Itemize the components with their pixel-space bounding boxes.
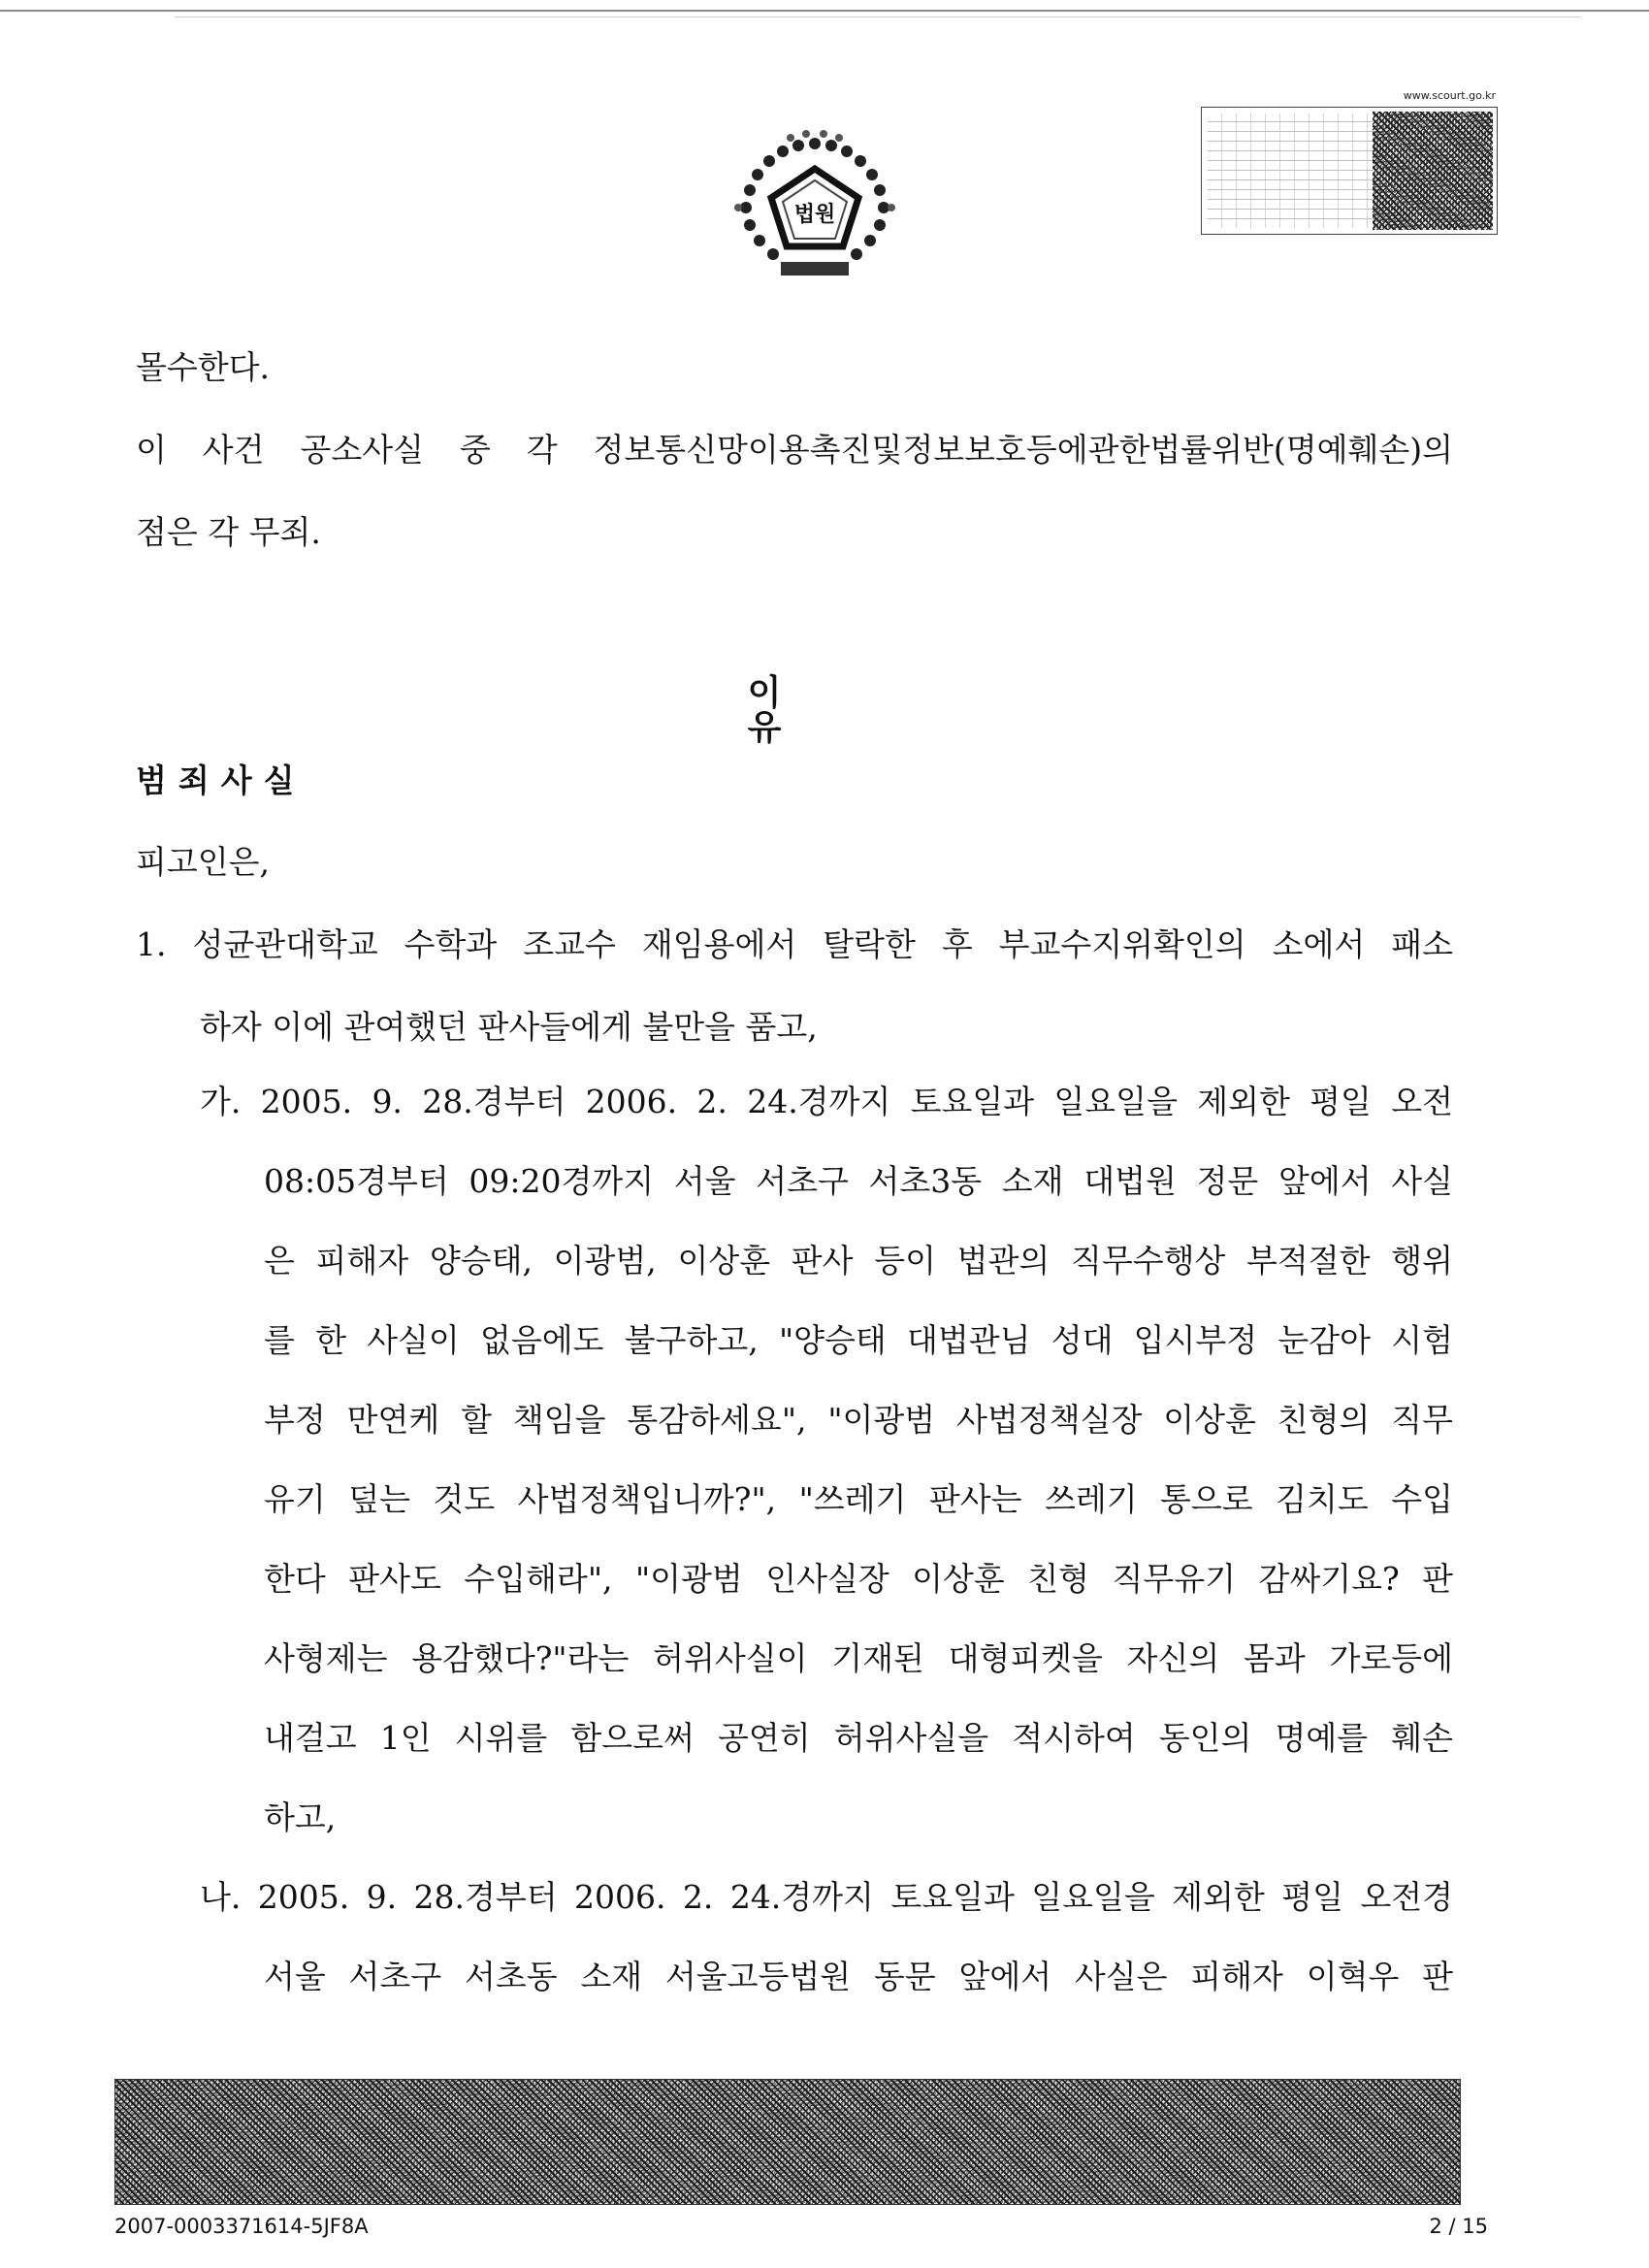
document-id: 2007-0003371614-5JF8A — [114, 2215, 369, 2238]
item-ga-line-9: 내걸고 1인 시위를 함으로써 공연히 허위사실을 적시하여 동인의 명예를 훼손 — [264, 1719, 1453, 1757]
item-ga-line-7: 한다 판사도 수입해라", "이광범 인사실장 이상훈 친형 직무유기 감싸기요? 판 — [264, 1560, 1453, 1598]
text-line-acquittal-end: 점은 각 무죄. — [136, 513, 321, 551]
item-ga-line-2: 08:05경부터 09:20경까지 서울 서초구 서초3동 소재 대법원 정문 앞에서 사실 — [264, 1162, 1453, 1200]
court-url: www.scourt.go.kr — [1403, 89, 1496, 102]
security-barcode-pattern — [114, 2079, 1461, 2205]
court-emblem-icon — [723, 126, 907, 286]
item-1-line-2: 하자 이에 관여했던 판사들에게 불만을 품고, — [200, 1008, 818, 1046]
item-ga-line-10: 하고, — [264, 1798, 337, 1836]
item-ga-line-3: 은 피해자 양승태, 이광범, 이상훈 판사 등이 법관의 직무수행상 부적절한 행위 — [264, 1242, 1453, 1280]
item-1-line-1: 1. 성균관대학교 수학과 조교수 재임용에서 탈락한 후 부교수지위확인의 소에서 패소 — [136, 925, 1453, 963]
item-ga-line-8: 사형제는 용감했다?"라는 허위사실이 기재된 대형피켓을 자신의 몸과 가로등에 — [264, 1639, 1453, 1677]
top-border-line — [0, 10, 1649, 12]
item-ga-line-6: 유기 덮는 것도 사법정책입니까?", "쓰레기 판사는 쓰레기 통으로 김치도 수입 — [264, 1480, 1453, 1518]
qr-code-icon — [1373, 112, 1493, 230]
page-number: 2 / 15 — [1429, 2215, 1488, 2238]
item-na-line-2: 서울 서초구 서초동 소재 서울고등법원 동문 앞에서 사실은 피해자 이혁우 판 — [264, 1958, 1453, 1995]
item-na-line-1: 나. 2005. 9. 28.경부터 2006. 2. 24.경까지 토요일과 일요일을 제외한 평일 오전경 — [200, 1878, 1453, 1916]
text-line-defendant: 피고인은, — [136, 843, 271, 881]
text-line-acquittal: 이 사건 공소사실 중 각 정보통신망이용촉진및정보보호등에관한법률위반(명예훼손)의 — [136, 431, 1453, 469]
verification-grid — [1208, 113, 1382, 228]
item-ga-line-5: 부정 만연케 할 책임을 통감하세요", "이광범 사법정책실장 이상훈 친형의 직무 — [264, 1401, 1453, 1439]
verification-box — [1201, 107, 1498, 235]
section-title-crime-facts: 범죄사실 — [136, 761, 307, 799]
text-line-confiscation: 몰수한다. — [136, 348, 271, 386]
item-ga-line-4: 를 한 사실이 없음에도 불구하고, "양승태 대법관님 성대 입시부정 눈감아 시험 — [264, 1321, 1453, 1359]
reasons-heading: 이유 — [747, 673, 859, 748]
emblem-text: 법원 — [793, 203, 836, 227]
item-ga-line-1: 가. 2005. 9. 28.경부터 2006. 2. 24.경까지 토요일과 일요일을 제외한 평일 오전 — [200, 1083, 1453, 1120]
top-border-line-thin — [175, 16, 1581, 17]
